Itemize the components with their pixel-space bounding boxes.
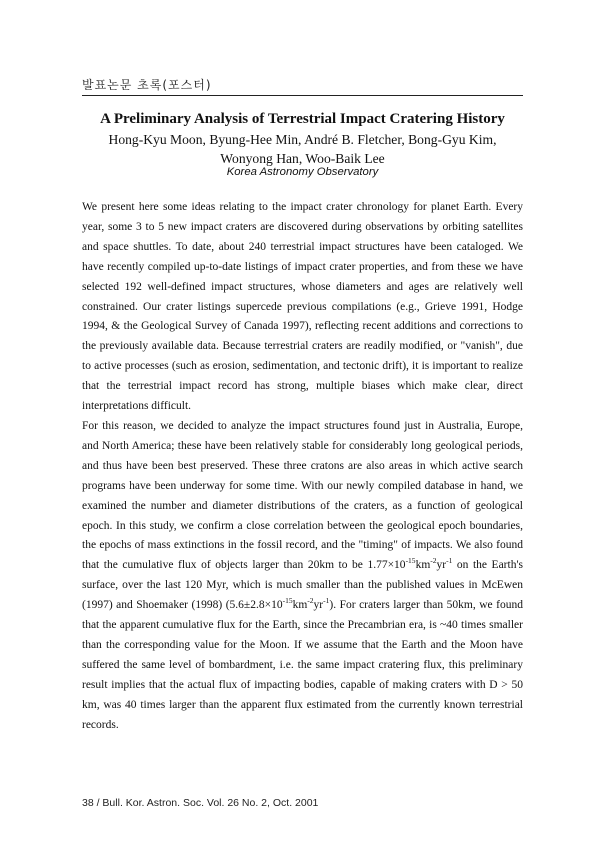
- paragraph-2-text: ). For craters larger than 50km, we found that the apparent cumulative flux for the Earth, since the Precambrian era, is ~40 times smaller than the corresponding value for the Moon. If we assume that the Earth and the Moon have suffered the same level of bombardment, i.e. the same impact cratering flux, this preliminary result implies that the actual flux of impacting bodies, capable of making craters with D > 50 km, was 40 times larger than the apparent flux estimated from the currently known terrestrial records.: [82, 599, 523, 731]
- exponent: -1: [446, 556, 453, 566]
- affiliation: Korea Astronomy Observatory: [226, 166, 379, 178]
- exponent: -1: [323, 596, 330, 606]
- exponent: -15: [282, 596, 293, 606]
- unit-text: yr: [313, 599, 324, 612]
- authors-line-1: Hong-Kyu Moon, Byung-Hee Min, André B. Fletcher, Bong-Gyu Kim,: [108, 132, 497, 147]
- abstract-paragraph-2: [82, 417, 523, 736]
- exponent: -2: [430, 556, 437, 566]
- header-rule: [82, 95, 523, 96]
- exponent: -15: [405, 556, 416, 566]
- authors-line-2: Wonyong Han, Woo-Baik Lee: [220, 151, 385, 166]
- section-label: 발표논문 초록(포스터): [82, 78, 212, 92]
- paragraph-2-text: on the Earth's surface, over the last 120 Myr, which is much smaller than the published values in McEwen (1997) and Shoemaker (1998) (5.6±2.8×10: [82, 559, 523, 612]
- page-footer-citation: 38 / Bull. Kor. Astron. Soc. Vol. 26 No. 2, Oct. 2001: [82, 797, 319, 809]
- abstract-body: [82, 198, 523, 735]
- unit-text: yr: [436, 559, 447, 572]
- unit-text: km: [415, 559, 431, 572]
- paper-title: A Preliminary Analysis of Terrestrial Impact Cratering History: [100, 111, 505, 127]
- paragraph-2-text: For this reason, we decided to analyze the impact structures found just in Australia, Europe, and North America; these have been relatively stable for considerably long geological periods, and thus have been best preserved. These three cratons are also areas in which active search programs have been underway for some time. With our newly compiled database in hand, we examined the number and diameter distributions of the craters, as a function of geological epoch. In this study, we confirm a close correlation between the geological epoch boundaries, the epochs of mass extinctions in the fossil record, and the "timing" of impacts. We also found that the cumulative flux of objects larger than 20km to be 1.77×10: [82, 419, 523, 572]
- author-list: [82, 130, 523, 168]
- abstract-paragraph-1: We present here some ideas relating to the impact crater chronology for planet Earth. Every year, some 3 to 5 new impact craters are discovered during observations by orbiting satellites and space shuttles. To date, about 240 terrestrial impact structures have been cataloged. We have recently compiled up-to-date listings of impact crater properties, and from these we have selected 192 well-defined impact structures, whose diameters and ages are relatively well constrained. Our crater listings supercede previous compilations (e.g., Grieve 1991, Hodge 1994, & the Geological Survey of Canada 1997), reflecting recent additions and corrections to the previously available data. Because terrestrial craters are readily modified, or "vanish", due to active processes (such as erosion, sedimentation, and tectonic drift), it is important to realize that the terrestrial impact record has strong, multiple biases which make clear, direct interpretations difficult.: [82, 201, 523, 413]
- exponent: -2: [307, 596, 314, 606]
- unit-text: km: [292, 599, 308, 612]
